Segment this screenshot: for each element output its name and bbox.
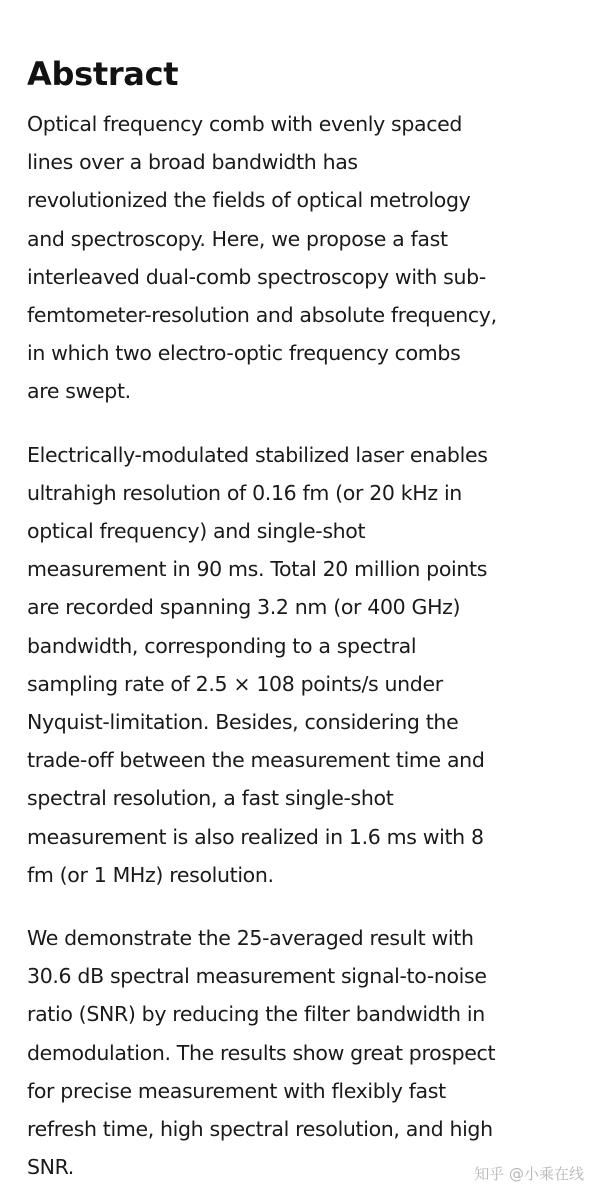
abstract-paragraph-2: Electrically-modulated stabilized laser enables ultrahigh resolution of 0.16 fm (or 20 kHz in optical frequency) and single-shot measurement in 90 ms. Total 20 million points are recorded spanning 3.2 nm (or 400 GHz) bandwidth, corresponding to a spectral sampling rate of 2.5 × 108 points/s under Nyquist-limitation. Besides, considering the trade-off between the measurement time and spectral resolution, a fast single-shot measurement is also realized in 1.6 ms with 8 fm (or 1 MHz) resolution.	[27, 442, 488, 887]
abstract-section	[27, 50, 592, 1186]
abstract-heading: Abstract	[27, 55, 179, 93]
abstract-paragraph-1: Optical frequency comb with evenly spaced lines over a broad bandwidth has revolutionized the fields of optical metrology and spectroscopy. Here, we propose a fast interleaved dual-comb spectroscopy with sub- femtometer-resolution and absolute frequency, in which two electro-optic frequency combs are swept.	[27, 112, 497, 404]
watermark	[474, 1163, 584, 1184]
abstract-paragraph-3: We demonstrate the 25-averaged result with 30.6 dB spectral measurement signal-to-noise ratio (SNR) by reducing the filter bandwidth in demodulation. The results show great prospect for precise measurement with flexibly fast refresh time, high spectral resolution, and high SNR.	[27, 926, 496, 1180]
watermark-text: 知乎 @小乘在线	[474, 1165, 584, 1183]
